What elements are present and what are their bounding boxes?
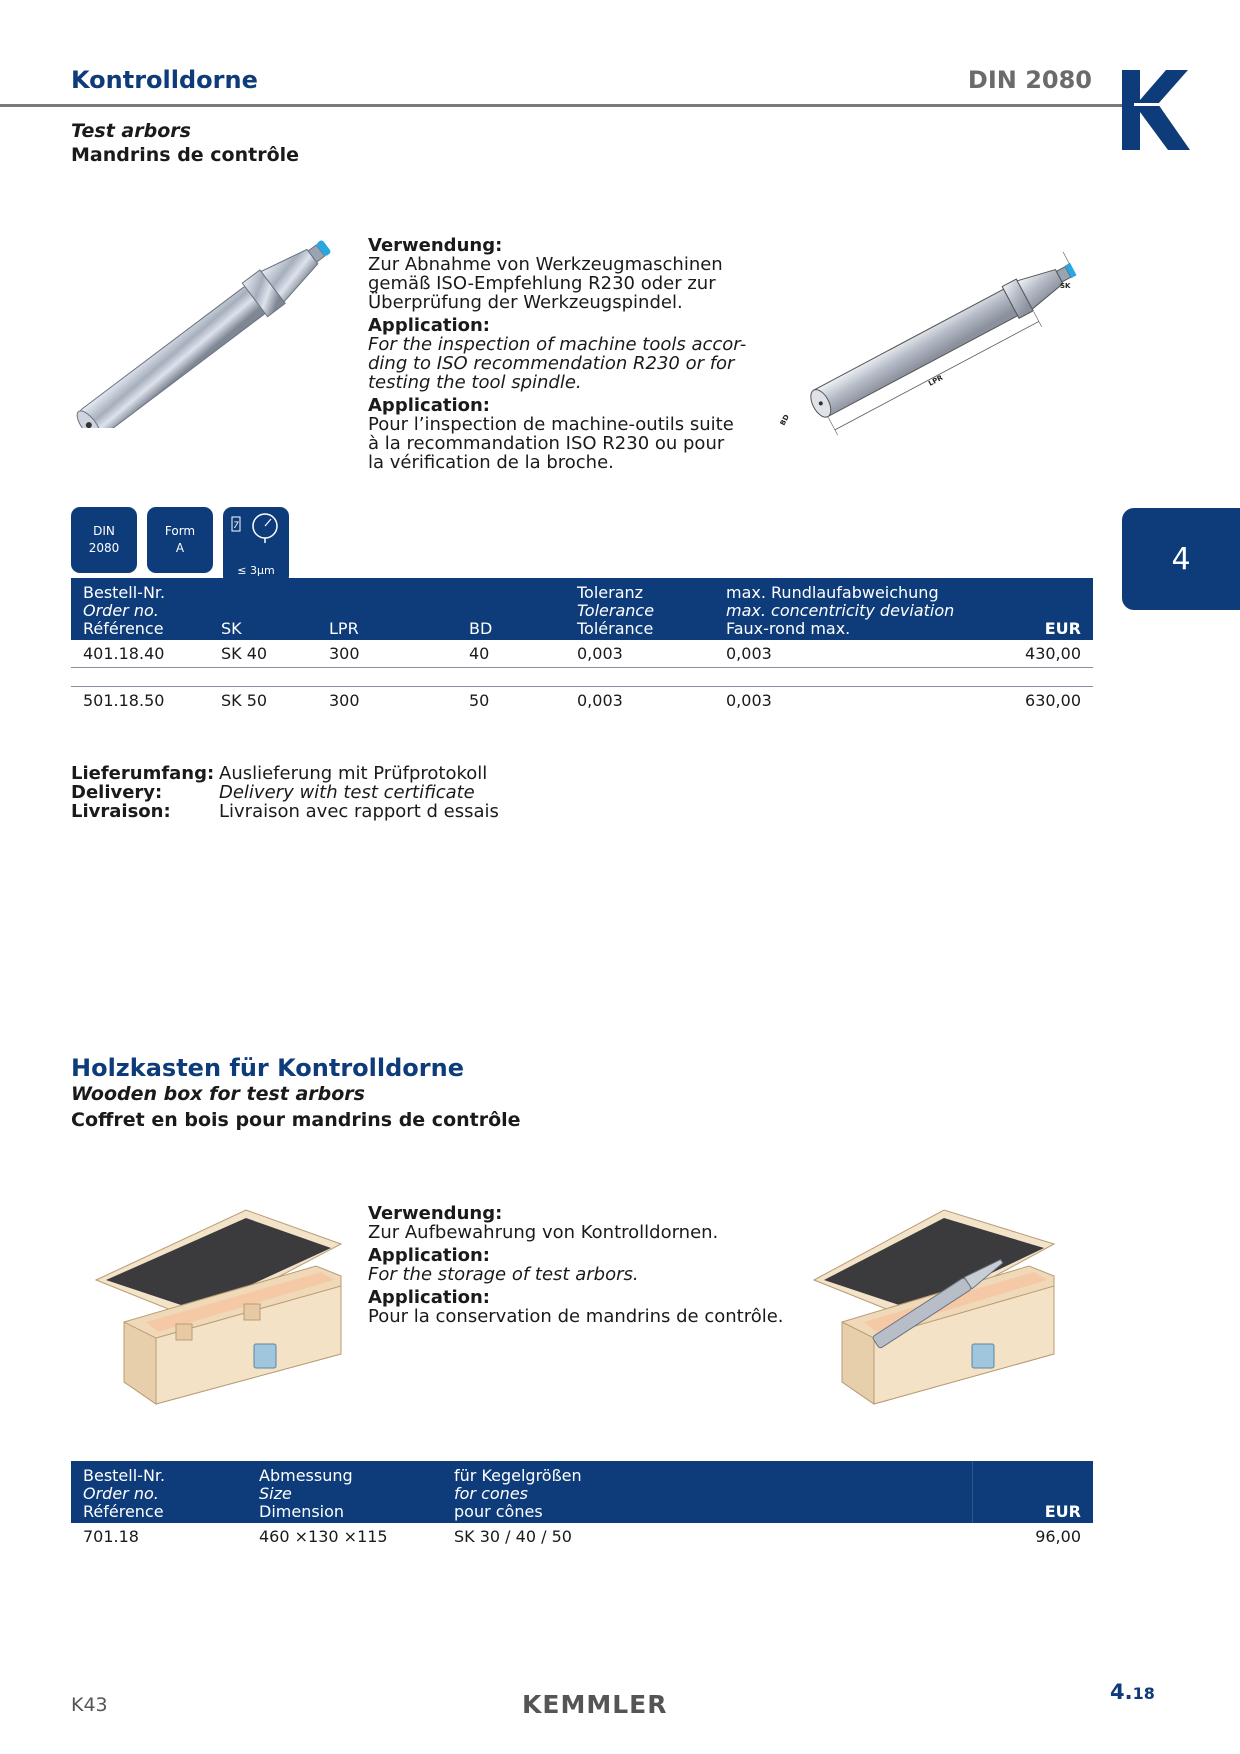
cell-order: 701.18 (83, 1527, 139, 1546)
cell-price: 630,00 (1025, 691, 1081, 710)
concentricity-badge (223, 507, 289, 585)
usage-text-block-box (368, 1204, 784, 1326)
cell-sk: SK 50 (221, 691, 268, 710)
table-row (71, 687, 1093, 715)
din-badge (71, 507, 137, 573)
usage-fr-line: à la recommandation ISO R230 ou pour (368, 433, 725, 454)
sk-dimension-label: SK (1060, 282, 1071, 290)
cell-size: 460 ×130 ×115 (259, 1527, 388, 1546)
cell-bd: 50 (469, 691, 490, 710)
usage-fr-line: Pour l’inspection de machine-outils suite (368, 414, 734, 435)
kemmler-k-logo-icon (1122, 70, 1190, 150)
usage-fr-label: Application: (368, 395, 491, 416)
page-number-sub: 18 (1132, 1684, 1155, 1703)
delivery-de-label: Lieferumfang: (71, 763, 215, 784)
cell-concentricity: 0,003 (714, 640, 989, 668)
cell-bd: 40 (457, 640, 565, 668)
usage-en-label: Application: (368, 315, 491, 336)
cell-tolerance: 0,003 (577, 691, 623, 710)
col-header-size: Abmessung Size Dimension (247, 1461, 442, 1523)
badge-line: 2080 (88, 541, 120, 555)
usage-de-line: Zur Aufbewahrung von Kontrolldornen. (368, 1222, 719, 1243)
table-header-row (71, 1461, 1093, 1523)
usage-en-line: For the storage of test arbors. (368, 1264, 639, 1285)
col-header-cones: für Kegelgrößen for cones pour cônes (442, 1461, 973, 1523)
cell-tolerance: 0,003 (565, 640, 714, 668)
wooden-box-empty-photo (86, 1204, 346, 1414)
cell-cones: SK 30 / 40 / 50 (454, 1527, 572, 1546)
col-header-concentricity: max. Rundlaufabweichung max. concentricity deviation Faux-rond max. (714, 578, 989, 640)
subtitle-en: Test arbors (71, 120, 191, 142)
page-title: Kontrolldorne (71, 66, 258, 94)
cell-order: 401.18.40 (71, 640, 209, 668)
section2-title: Holzkasten für Kontrolldorne (71, 1054, 464, 1082)
brand-wordmark: KEMMLER (522, 1690, 668, 1719)
usage-de-line: gemäß ISO-Empfehlung R230 oder zur (368, 273, 716, 294)
delivery-en-label: Delivery: (71, 782, 163, 803)
section2-subtitle-fr: Coffret en bois pour mandrins de contrôle (71, 1109, 521, 1131)
col-header-eur: EUR (973, 1461, 1094, 1523)
bd-dimension-label: BD (778, 413, 792, 427)
standard-title: DIN 2080 (967, 66, 1092, 94)
chapter-tab[interactable]: 4 (1122, 508, 1240, 610)
table-header-row (71, 578, 1093, 640)
usage-fr-line: la vérification de la broche. (368, 452, 614, 473)
cell-lpr: 300 (317, 640, 457, 668)
cell-concentricity: 0,003 (726, 691, 772, 710)
page-number (1110, 1680, 1155, 1704)
table-spacer-row (71, 668, 1093, 687)
usage-de-label: Verwendung: (368, 235, 503, 256)
usage-en-line: ding to ISO recommendation R230 or for (368, 353, 735, 374)
usage-de-line: Überprüfung der Werkzeugspindel. (368, 292, 683, 313)
box-price-table (71, 1461, 1093, 1550)
col-header-lpr: LPR (317, 578, 457, 640)
usage-en-label: Application: (368, 1245, 491, 1266)
usage-de-line: Zur Abnahme von Werkzeugmaschinen (368, 254, 723, 275)
badge-line: DIN (93, 524, 115, 538)
usage-fr-label: Application: (368, 1287, 491, 1308)
delivery-de-text: Auslieferung mit Prüfprotokoll (219, 763, 488, 784)
test-arbor-drawing (770, 230, 1110, 450)
delivery-fr-label: Livraison: (71, 801, 171, 822)
wooden-box-with-arbor-photo (804, 1204, 1064, 1414)
table-row (71, 1523, 1093, 1550)
cell-price: 430,00 (989, 640, 1093, 668)
table-row (71, 640, 1093, 668)
cell-sk: SK 40 (209, 640, 317, 668)
form-badge (147, 507, 213, 573)
col-header-sk: SK (209, 578, 317, 640)
badge-line: A (175, 541, 185, 555)
delivery-fr-text: Livraison avec rapport d essais (219, 801, 499, 822)
col-header-order: Bestell-Nr. Order no. Référence (71, 578, 209, 640)
usage-en-line: testing the tool spindle. (368, 372, 582, 393)
section2-subtitle-en: Wooden box for test arbors (71, 1083, 365, 1105)
test-arbor-photo (66, 228, 356, 428)
cell-price: 96,00 (1035, 1527, 1081, 1546)
catalog-code: K43 (71, 1694, 108, 1716)
badge-line: ≤ 3µm (237, 564, 275, 577)
arbor-price-table (71, 578, 1093, 714)
col-header-order: Bestell-Nr. Order no. Référence (71, 1461, 247, 1523)
delivery-block (71, 764, 499, 821)
col-header-tolerance: Toleranz Tolerance Tolérance (565, 578, 714, 640)
usage-fr-line: Pour la conservation de mandrins de contrôle. (368, 1306, 784, 1327)
col-header-eur: EUR (989, 578, 1093, 640)
cell-order: 501.18.50 (83, 691, 165, 710)
lpr-dimension-label: LPR (927, 373, 945, 388)
badge-line: Form (164, 524, 196, 538)
subtitle-fr: Mandrins de contrôle (71, 144, 300, 166)
gauge-symbol-text: 7 (233, 521, 239, 531)
page-number-main: 4. (1110, 1680, 1133, 1704)
usage-text-block (368, 236, 746, 472)
col-header-bd: BD (457, 578, 565, 640)
usage-en-line: For the inspection of machine tools accor- (368, 334, 747, 355)
delivery-en-text: Delivery with test certificate (219, 782, 475, 803)
dial-gauge-icon (229, 513, 283, 543)
usage-de-label: Verwendung: (368, 1203, 503, 1224)
header-divider (0, 104, 1122, 107)
cell-lpr: 300 (329, 691, 360, 710)
